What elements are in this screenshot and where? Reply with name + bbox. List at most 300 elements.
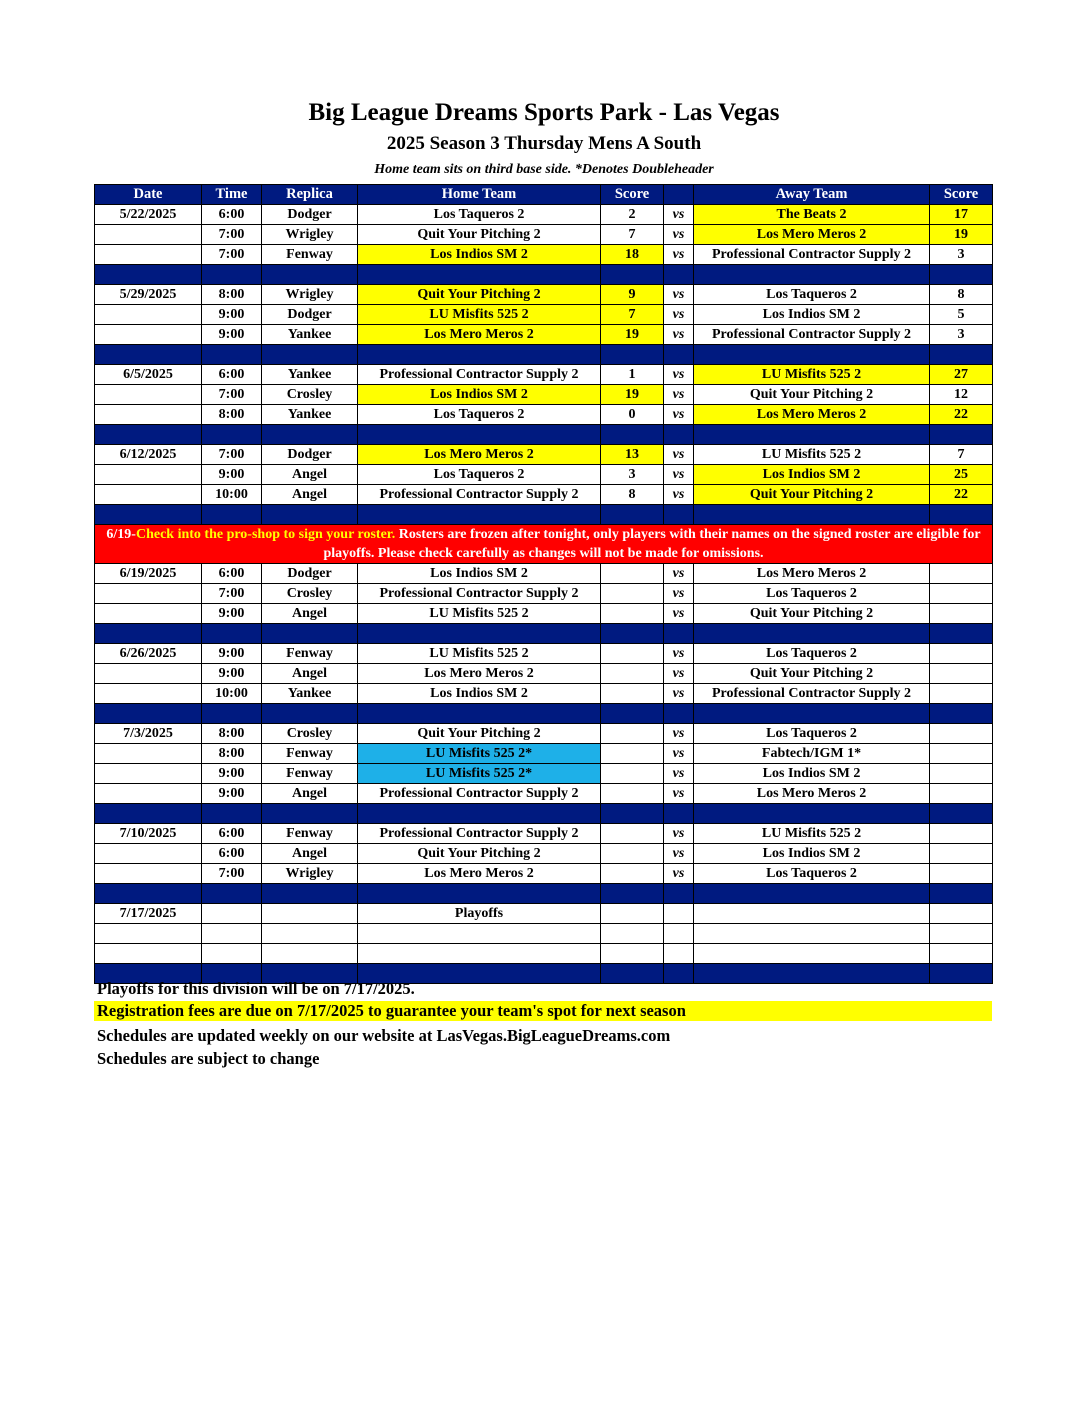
replica-cell: Wrigley — [262, 225, 358, 245]
date-cell: 6/19/2025 — [95, 564, 202, 584]
time-cell: 6:00 — [202, 205, 262, 225]
separator-cell — [601, 884, 664, 904]
home-score-cell: 8 — [601, 485, 664, 505]
time-cell: 7:00 — [202, 445, 262, 465]
date-cell — [95, 485, 202, 505]
column-header-time: Time — [202, 185, 262, 205]
separator-cell — [262, 425, 358, 445]
replica-cell: Dodger — [262, 564, 358, 584]
column-header-home-score: Score — [601, 185, 664, 205]
separator-row — [95, 345, 993, 365]
home-team-cell: Los Taqueros 2 — [358, 465, 601, 485]
date-cell: 6/26/2025 — [95, 644, 202, 664]
replica-cell: Yankee — [262, 405, 358, 425]
replica-cell: Wrigley — [262, 285, 358, 305]
website-note: Schedules are updated weekly on our website at LasVegas.BigLeagueDreams.com — [97, 1026, 671, 1045]
away-team-cell: Quit Your Pitching 2 — [694, 385, 930, 405]
away-team-cell: LU Misfits 525 2 — [694, 824, 930, 844]
date-cell — [95, 225, 202, 245]
vs-cell: vs — [664, 225, 694, 245]
vs-cell: vs — [664, 844, 694, 864]
separator-cell — [202, 884, 262, 904]
replica-cell: Fenway — [262, 644, 358, 664]
replica-cell: Angel — [262, 465, 358, 485]
roster-notice — [95, 525, 993, 564]
separator-cell — [664, 704, 694, 724]
time-cell: 6:00 — [202, 844, 262, 864]
schedule-note: Home team sits on third base side. *Denotes Doubleheader — [374, 162, 714, 177]
time-cell: 8:00 — [202, 285, 262, 305]
away-score-cell: 5 — [930, 305, 993, 325]
home-team-cell: Los Indios SM 2 — [358, 245, 601, 265]
vs-cell: vs — [664, 744, 694, 764]
date-cell — [95, 465, 202, 485]
vs-cell: vs — [664, 644, 694, 664]
time-cell: 7:00 — [202, 385, 262, 405]
home-team-cell: Los Mero Meros 2 — [358, 864, 601, 884]
game-row — [95, 584, 993, 604]
vs-cell: vs — [664, 365, 694, 385]
game-row — [95, 405, 993, 425]
column-header-home-team: Home Team — [358, 185, 601, 205]
home-score-cell — [601, 604, 664, 624]
home-score-cell: 7 — [601, 225, 664, 245]
time-cell: 7:00 — [202, 864, 262, 884]
time-cell: 6:00 — [202, 365, 262, 385]
home-score-cell — [601, 824, 664, 844]
separator-cell — [694, 425, 930, 445]
replica-cell: Crosley — [262, 385, 358, 405]
game-row — [95, 824, 993, 844]
away-team-cell: Los Taqueros 2 — [694, 285, 930, 305]
separator-cell — [262, 505, 358, 525]
home-score-cell — [601, 844, 664, 864]
separator-cell — [930, 425, 993, 445]
away-score-cell — [930, 944, 993, 964]
time-cell: 6:00 — [202, 824, 262, 844]
separator-cell — [930, 884, 993, 904]
time-cell: 9:00 — [202, 664, 262, 684]
separator-cell — [601, 425, 664, 445]
home-score-cell: 2 — [601, 205, 664, 225]
roster-notice-row — [95, 525, 993, 564]
separator-cell — [202, 624, 262, 644]
change-note: Schedules are subject to change — [97, 1049, 320, 1068]
home-team-cell: Professional Contractor Supply 2 — [358, 365, 601, 385]
replica-cell: Angel — [262, 844, 358, 864]
separator-cell — [262, 345, 358, 365]
away-team-cell: Quit Your Pitching 2 — [694, 664, 930, 684]
separator-cell — [95, 345, 202, 365]
home-score-cell: 19 — [601, 385, 664, 405]
home-team-cell: Los Indios SM 2 — [358, 684, 601, 704]
time-cell: 9:00 — [202, 784, 262, 804]
separator-cell — [358, 704, 601, 724]
away-score-cell: 27 — [930, 365, 993, 385]
column-header-replica: Replica — [262, 185, 358, 205]
home-score-cell — [601, 924, 664, 944]
vs-cell: vs — [664, 824, 694, 844]
date-cell — [95, 924, 202, 944]
vs-cell: vs — [664, 485, 694, 505]
separator-cell — [601, 804, 664, 824]
date-cell — [95, 245, 202, 265]
home-score-cell — [601, 744, 664, 764]
vs-cell: vs — [664, 465, 694, 485]
home-score-cell — [601, 664, 664, 684]
date-cell — [95, 604, 202, 624]
home-score-cell — [601, 584, 664, 604]
separator-cell — [358, 425, 601, 445]
separator-cell — [930, 804, 993, 824]
home-score-cell — [601, 724, 664, 744]
away-score-cell: 8 — [930, 285, 993, 305]
replica-cell: Fenway — [262, 245, 358, 265]
replica-cell — [262, 904, 358, 924]
column-header-away-score: Score — [930, 185, 993, 205]
separator-cell — [694, 704, 930, 724]
home-team-cell: Playoffs — [358, 904, 601, 924]
replica-cell: Yankee — [262, 365, 358, 385]
replica-cell: Dodger — [262, 205, 358, 225]
game-row — [95, 385, 993, 405]
away-score-cell: 12 — [930, 385, 993, 405]
game-row — [95, 684, 993, 704]
separator-row — [95, 624, 993, 644]
separator-cell — [262, 265, 358, 285]
separator-cell — [95, 265, 202, 285]
separator-cell — [358, 505, 601, 525]
date-cell — [95, 744, 202, 764]
separator-cell — [95, 425, 202, 445]
separator-cell — [664, 804, 694, 824]
home-score-cell — [601, 764, 664, 784]
separator-cell — [601, 345, 664, 365]
home-team-cell: Los Indios SM 2 — [358, 564, 601, 584]
away-score-cell: 3 — [930, 245, 993, 265]
game-row — [95, 724, 993, 744]
separator-cell — [694, 505, 930, 525]
away-team-cell: Fabtech/IGM 1* — [694, 744, 930, 764]
game-row — [95, 325, 993, 345]
home-team-cell: Los Mero Meros 2 — [358, 325, 601, 345]
away-score-cell — [930, 684, 993, 704]
playoffs-note: Playoffs for this division will be on 7/17/2025. — [97, 979, 415, 998]
separator-row — [95, 804, 993, 824]
registration-note: Registration fees are due on 7/17/2025 to guarantee your team's spot for next season — [94, 1001, 992, 1021]
replica-cell: Crosley — [262, 584, 358, 604]
time-cell: 6:00 — [202, 564, 262, 584]
away-score-cell — [930, 724, 993, 744]
away-team-cell: LU Misfits 525 2 — [694, 365, 930, 385]
home-team-cell — [358, 944, 601, 964]
replica-cell: Yankee — [262, 325, 358, 345]
date-cell — [95, 584, 202, 604]
home-team-cell: Professional Contractor Supply 2 — [358, 784, 601, 804]
away-team-cell: Los Mero Meros 2 — [694, 784, 930, 804]
date-cell — [95, 405, 202, 425]
separator-cell — [202, 425, 262, 445]
vs-cell: vs — [664, 784, 694, 804]
separator-cell — [202, 505, 262, 525]
game-row — [95, 564, 993, 584]
separator-row — [95, 505, 993, 525]
vs-cell: vs — [664, 664, 694, 684]
home-score-cell — [601, 564, 664, 584]
separator-cell — [202, 265, 262, 285]
vs-cell: vs — [664, 724, 694, 744]
replica-cell — [262, 944, 358, 964]
vs-cell: vs — [664, 564, 694, 584]
away-team-cell: Professional Contractor Supply 2 — [694, 245, 930, 265]
replica-cell — [262, 924, 358, 944]
game-row — [95, 924, 993, 944]
away-score-cell — [930, 924, 993, 944]
replica-cell: Angel — [262, 664, 358, 684]
separator-cell — [262, 884, 358, 904]
separator-cell — [95, 624, 202, 644]
time-cell: 8:00 — [202, 724, 262, 744]
vs-cell: vs — [664, 584, 694, 604]
time-cell: 9:00 — [202, 465, 262, 485]
vs-cell: vs — [664, 205, 694, 225]
away-team-cell: Los Indios SM 2 — [694, 844, 930, 864]
away-score-cell: 22 — [930, 485, 993, 505]
home-score-cell — [601, 904, 664, 924]
separator-cell — [930, 505, 993, 525]
date-cell — [95, 684, 202, 704]
home-score-cell — [601, 784, 664, 804]
separator-cell — [358, 884, 601, 904]
game-row — [95, 205, 993, 225]
home-score-cell: 19 — [601, 325, 664, 345]
date-cell — [95, 664, 202, 684]
separator-cell — [95, 505, 202, 525]
game-row — [95, 485, 993, 505]
time-cell: 9:00 — [202, 644, 262, 664]
away-score-cell: 19 — [930, 225, 993, 245]
vs-cell: vs — [664, 445, 694, 465]
home-team-cell: Professional Contractor Supply 2 — [358, 485, 601, 505]
date-cell — [95, 325, 202, 345]
separator-row — [95, 265, 993, 285]
separator-cell — [664, 265, 694, 285]
game-row — [95, 844, 993, 864]
notice-text: Rosters are frozen after tonight, only players with their names on the signed roster are eligible for playoffs. Please check carefully as changes will not be made for omissions. — [323, 527, 981, 561]
home-team-cell: LU Misfits 525 2* — [358, 744, 601, 764]
away-team-cell: Los Indios SM 2 — [694, 465, 930, 485]
away-score-cell — [930, 744, 993, 764]
time-cell: 7:00 — [202, 584, 262, 604]
away-score-cell — [930, 764, 993, 784]
away-team-cell: Los Mero Meros 2 — [694, 405, 930, 425]
home-team-cell: Los Indios SM 2 — [358, 385, 601, 405]
separator-cell — [694, 804, 930, 824]
home-score-cell: 1 — [601, 365, 664, 385]
away-team-cell: Quit Your Pitching 2 — [694, 485, 930, 505]
separator-cell — [930, 345, 993, 365]
away-score-cell — [930, 844, 993, 864]
separator-cell — [202, 704, 262, 724]
home-score-cell — [601, 944, 664, 964]
replica-cell: Angel — [262, 485, 358, 505]
away-team-cell: Professional Contractor Supply 2 — [694, 684, 930, 704]
game-row — [95, 225, 993, 245]
home-team-cell: Professional Contractor Supply 2 — [358, 584, 601, 604]
vs-cell: vs — [664, 285, 694, 305]
vs-cell — [664, 944, 694, 964]
away-score-cell — [930, 824, 993, 844]
home-score-cell: 3 — [601, 465, 664, 485]
separator-cell — [202, 345, 262, 365]
time-cell: 10:00 — [202, 684, 262, 704]
time-cell: 9:00 — [202, 604, 262, 624]
away-team-cell: Los Taqueros 2 — [694, 724, 930, 744]
separator-cell — [930, 624, 993, 644]
home-team-cell: Quit Your Pitching 2 — [358, 844, 601, 864]
home-team-cell: LU Misfits 525 2 — [358, 604, 601, 624]
time-cell — [202, 924, 262, 944]
replica-cell: Crosley — [262, 724, 358, 744]
separator-cell — [664, 624, 694, 644]
away-team-cell: Los Taqueros 2 — [694, 864, 930, 884]
away-team-cell: Los Taqueros 2 — [694, 584, 930, 604]
date-cell — [95, 944, 202, 964]
vs-cell: vs — [664, 305, 694, 325]
replica-cell: Angel — [262, 604, 358, 624]
replica-cell: Angel — [262, 784, 358, 804]
home-score-cell: 13 — [601, 445, 664, 465]
separator-cell — [694, 345, 930, 365]
replica-cell: Fenway — [262, 824, 358, 844]
away-score-cell — [930, 864, 993, 884]
game-row — [95, 864, 993, 884]
away-score-cell — [930, 564, 993, 584]
time-cell: 8:00 — [202, 405, 262, 425]
away-score-cell — [930, 904, 993, 924]
schedule-table — [94, 184, 993, 984]
date-cell — [95, 305, 202, 325]
separator-cell — [95, 804, 202, 824]
game-row — [95, 245, 993, 265]
game-row — [95, 604, 993, 624]
game-row — [95, 285, 993, 305]
home-team-cell: Quit Your Pitching 2 — [358, 724, 601, 744]
separator-cell — [358, 345, 601, 365]
away-score-cell — [930, 604, 993, 624]
time-cell — [202, 944, 262, 964]
home-team-cell: LU Misfits 525 2 — [358, 644, 601, 664]
replica-cell: Fenway — [262, 744, 358, 764]
away-team-cell: Los Indios SM 2 — [694, 305, 930, 325]
separator-cell — [664, 425, 694, 445]
separator-cell — [694, 884, 930, 904]
away-team-cell: Quit Your Pitching 2 — [694, 604, 930, 624]
away-team-cell: Los Mero Meros 2 — [694, 564, 930, 584]
date-cell — [95, 385, 202, 405]
home-score-cell — [601, 644, 664, 664]
separator-cell — [262, 704, 358, 724]
home-team-cell: Quit Your Pitching 2 — [358, 225, 601, 245]
game-row — [95, 305, 993, 325]
away-team-cell: Los Mero Meros 2 — [694, 225, 930, 245]
vs-cell: vs — [664, 764, 694, 784]
away-score-cell: 7 — [930, 445, 993, 465]
vs-cell — [664, 904, 694, 924]
home-score-cell: 0 — [601, 405, 664, 425]
replica-cell: Fenway — [262, 764, 358, 784]
separator-cell — [202, 804, 262, 824]
time-cell: 8:00 — [202, 744, 262, 764]
date-cell — [95, 844, 202, 864]
separator-cell — [930, 704, 993, 724]
separator-cell — [601, 704, 664, 724]
date-cell: 7/3/2025 — [95, 724, 202, 744]
away-team-cell: Los Taqueros 2 — [694, 644, 930, 664]
page-title: Big League Dreams Sports Park - Las Vegas — [308, 99, 780, 126]
game-row — [95, 904, 993, 924]
date-cell: 7/10/2025 — [95, 824, 202, 844]
separator-cell — [930, 265, 993, 285]
home-team-cell: Quit Your Pitching 2 — [358, 285, 601, 305]
home-score-cell — [601, 684, 664, 704]
home-team-cell: LU Misfits 525 2* — [358, 764, 601, 784]
replica-cell: Dodger — [262, 445, 358, 465]
table-header-row — [95, 185, 993, 205]
separator-cell — [358, 624, 601, 644]
separator-cell — [694, 265, 930, 285]
home-score-cell: 7 — [601, 305, 664, 325]
game-row — [95, 744, 993, 764]
away-score-cell: 22 — [930, 405, 993, 425]
time-cell: 10:00 — [202, 485, 262, 505]
away-score-cell — [930, 664, 993, 684]
column-header-vs — [664, 185, 694, 205]
separator-row — [95, 704, 993, 724]
date-cell: 5/29/2025 — [95, 285, 202, 305]
game-row — [95, 764, 993, 784]
home-team-cell: LU Misfits 525 2 — [358, 305, 601, 325]
away-score-cell — [930, 584, 993, 604]
game-row — [95, 644, 993, 664]
vs-cell: vs — [664, 864, 694, 884]
time-cell: 7:00 — [202, 225, 262, 245]
vs-cell: vs — [664, 604, 694, 624]
away-score-cell — [930, 784, 993, 804]
date-cell — [95, 764, 202, 784]
notice-highlight: Check into the pro-shop to sign your roster. — [135, 527, 396, 542]
replica-cell: Wrigley — [262, 864, 358, 884]
away-score-cell: 17 — [930, 205, 993, 225]
separator-cell — [601, 265, 664, 285]
date-cell — [95, 784, 202, 804]
separator-cell — [664, 884, 694, 904]
away-score-cell: 25 — [930, 465, 993, 485]
game-row — [95, 365, 993, 385]
away-score-cell: 3 — [930, 325, 993, 345]
vs-cell — [664, 924, 694, 944]
game-row — [95, 465, 993, 485]
home-team-cell: Los Mero Meros 2 — [358, 445, 601, 465]
separator-cell — [601, 505, 664, 525]
away-team-cell — [694, 904, 930, 924]
separator-row — [95, 425, 993, 445]
vs-cell: vs — [664, 385, 694, 405]
date-cell: 6/5/2025 — [95, 365, 202, 385]
vs-cell: vs — [664, 405, 694, 425]
date-cell — [95, 864, 202, 884]
separator-row — [95, 884, 993, 904]
